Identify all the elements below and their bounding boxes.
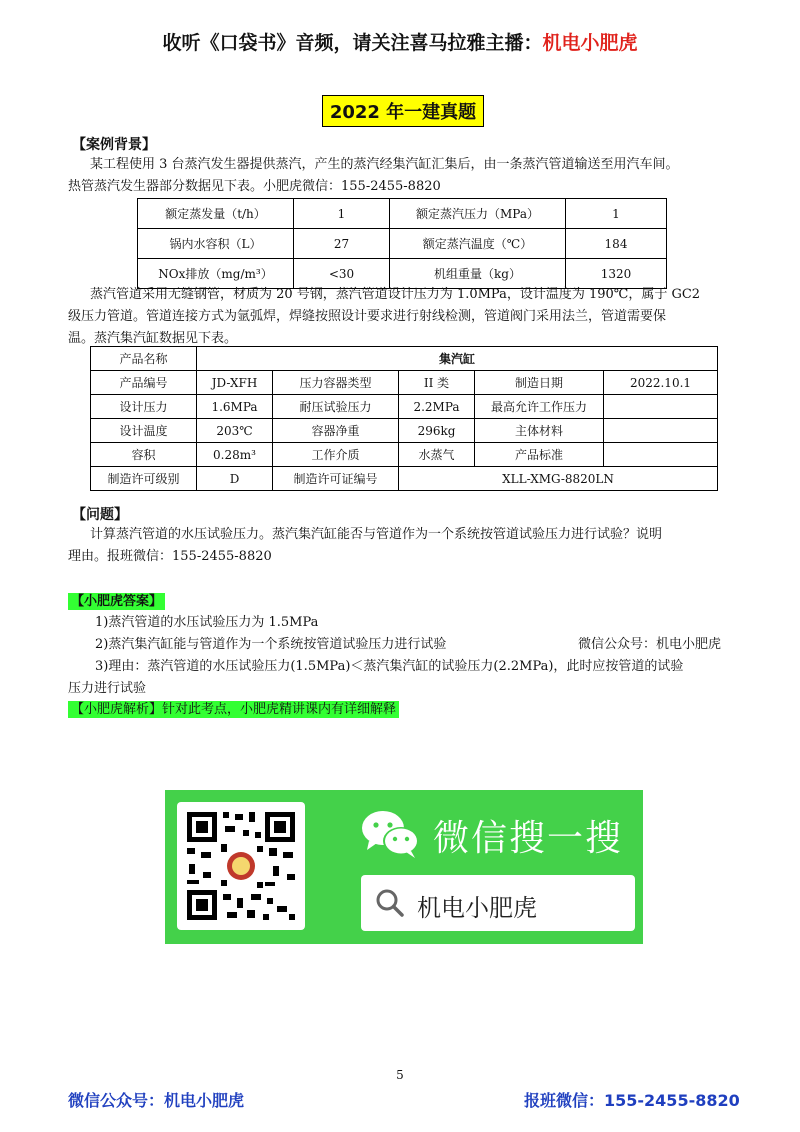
- table-cell: 1320: [566, 259, 667, 289]
- table-cell: 主体材料: [475, 419, 604, 443]
- table-cell: 最高允许工作压力: [475, 395, 604, 419]
- wechat-search-banner: [165, 790, 643, 944]
- answer-item3-line1: 3)理由：蒸汽管道的水压试验压力(1.5MPa)＜蒸汽集汽缸的试验压力(2.2MPa)，此时应按管道的试验: [95, 659, 684, 674]
- table-cell: 容积: [91, 443, 197, 467]
- header-line: [0, 28, 800, 55]
- table-cell: 设计温度: [91, 419, 197, 443]
- footer-right: 报班微信：155-2455-8820: [524, 1091, 740, 1110]
- table-row: [91, 395, 718, 419]
- question-line2: 理由。报班微信：155-2455-8820: [68, 549, 272, 564]
- table-cell: 机组重量（kg）: [390, 259, 566, 289]
- table-row: [138, 199, 667, 229]
- table-cell: 1.6MPa: [197, 395, 273, 419]
- table-cell: 制造许可级别: [91, 467, 197, 491]
- search-box[interactable]: [361, 875, 635, 931]
- analysis-wrap: [68, 698, 399, 717]
- table-cell: 0.28m³: [197, 443, 273, 467]
- table-row: [138, 229, 667, 259]
- table-cell: 1: [566, 199, 667, 229]
- header-tank-table: [90, 346, 718, 491]
- table-row: [91, 443, 718, 467]
- table-cell: 制造日期: [475, 371, 604, 395]
- table-cell: 2022.10.1: [604, 371, 718, 395]
- table-cell: <30: [294, 259, 390, 289]
- background-para2-line1: 蒸汽管道采用无缝钢管，材质为 20 号钢，蒸汽管道设计压力为 1.0MPa，设计温度为 190℃，属于 GC2: [90, 287, 701, 302]
- table-cell: 2.2MPa: [399, 395, 475, 419]
- table-cell: [604, 443, 718, 467]
- table-cell: 工作介质: [273, 443, 399, 467]
- table-cell: 296kg: [399, 419, 475, 443]
- header-highlight: 机电小肥虎: [542, 32, 638, 54]
- wechat-icon-graphic: [361, 808, 421, 860]
- table-cell: 额定蒸汽压力（MPa）: [390, 199, 566, 229]
- table-cell: 184: [566, 229, 667, 259]
- table-row: [91, 371, 718, 395]
- answer-item1: 1)蒸汽管道的水压试验压力为 1.5MPa: [95, 615, 319, 630]
- table-cell: D: [197, 467, 273, 491]
- answer-item3-line2: 压力进行试验: [68, 681, 147, 696]
- background-para1-line1: 某工程使用 3 台蒸汽发生器提供蒸汽，产生的蒸汽经集汽缸汇集后，由一条蒸汽管道输送至用汽车间。: [90, 157, 679, 172]
- table-cell: 额定蒸发量（t/h）: [138, 199, 294, 229]
- table-cell: NOx排放（mg/m³）: [138, 259, 294, 289]
- table-row: [91, 347, 718, 371]
- table-cell: 1: [294, 199, 390, 229]
- footer-left: 微信公众号：机电小肥虎: [68, 1091, 245, 1110]
- page-number: 5: [396, 1068, 404, 1082]
- table-cell: 27: [294, 229, 390, 259]
- table-cell: II 类: [399, 371, 475, 395]
- table-cell: JD-XFH: [197, 371, 273, 395]
- background-para2-line2: 级压力管道。管道连接方式为氩弧焊，焊缝按照设计要求进行射线检测，管道阀门采用法兰，管道需要保: [68, 309, 667, 324]
- question-line1: 计算蒸汽管道的水压试验压力。蒸汽集汽缸能否与管道作为一个系统按管道试验压力进行试验？说明: [90, 527, 663, 542]
- generator-data-table: [137, 198, 667, 289]
- search-text: 机电小肥虎: [417, 894, 537, 922]
- table-cell: [604, 419, 718, 443]
- answer-label: 【小肥虎答案】: [68, 593, 165, 610]
- page-title: 2022 年一建真题: [322, 95, 484, 127]
- background-label: 【案例背景】: [72, 137, 156, 153]
- table-row: [91, 419, 718, 443]
- table-cell: 产品编号: [91, 371, 197, 395]
- table-row: [91, 467, 718, 491]
- table-cell: 容器净重: [273, 419, 399, 443]
- answer-item2: 2)蒸汽集汽缸能与管道作为一个系统按管道试验压力进行试验: [95, 637, 447, 652]
- background-para1-line2: 热管蒸汽发生器部分数据见下表。小肥虎微信：155-2455-8820: [68, 179, 441, 194]
- table-cell: 锅内水容积（L）: [138, 229, 294, 259]
- background-para2-line3: 温。蒸汽集汽缸数据见下表。: [68, 331, 238, 346]
- table-cell: 产品标准: [475, 443, 604, 467]
- qr-code: [177, 802, 305, 930]
- answer-label-wrap: [68, 590, 165, 609]
- table-cell: 设计压力: [91, 395, 197, 419]
- answer-item2-right: 微信公众号：机电小肥虎: [578, 637, 722, 652]
- question-label: 【问题】: [72, 507, 128, 523]
- table-cell: [604, 395, 718, 419]
- table-cell: 203℃: [197, 419, 273, 443]
- table-cell: 水蒸气: [399, 443, 475, 467]
- table-cell: 集汽缸: [197, 347, 718, 371]
- search-title: 微信搜一搜: [433, 818, 624, 859]
- search-icon: [375, 888, 405, 918]
- header-prefix: 收听《口袋书》音频，请关注喜马拉雅主播：: [162, 32, 543, 54]
- table-cell: 耐压试验压力: [273, 395, 399, 419]
- table-cell: 产品名称: [91, 347, 197, 371]
- qr-code-graphic: [177, 802, 305, 930]
- table-cell: 额定蒸汽温度（℃）: [390, 229, 566, 259]
- table-cell: XLL-XMG-8820LN: [399, 467, 718, 491]
- analysis-note: 【小肥虎解析】针对此考点，小肥虎精讲课内有详细解释: [68, 701, 399, 718]
- table-cell: 压力容器类型: [273, 371, 399, 395]
- table-cell: 制造许可证编号: [273, 467, 399, 491]
- wechat-icon: [361, 808, 421, 864]
